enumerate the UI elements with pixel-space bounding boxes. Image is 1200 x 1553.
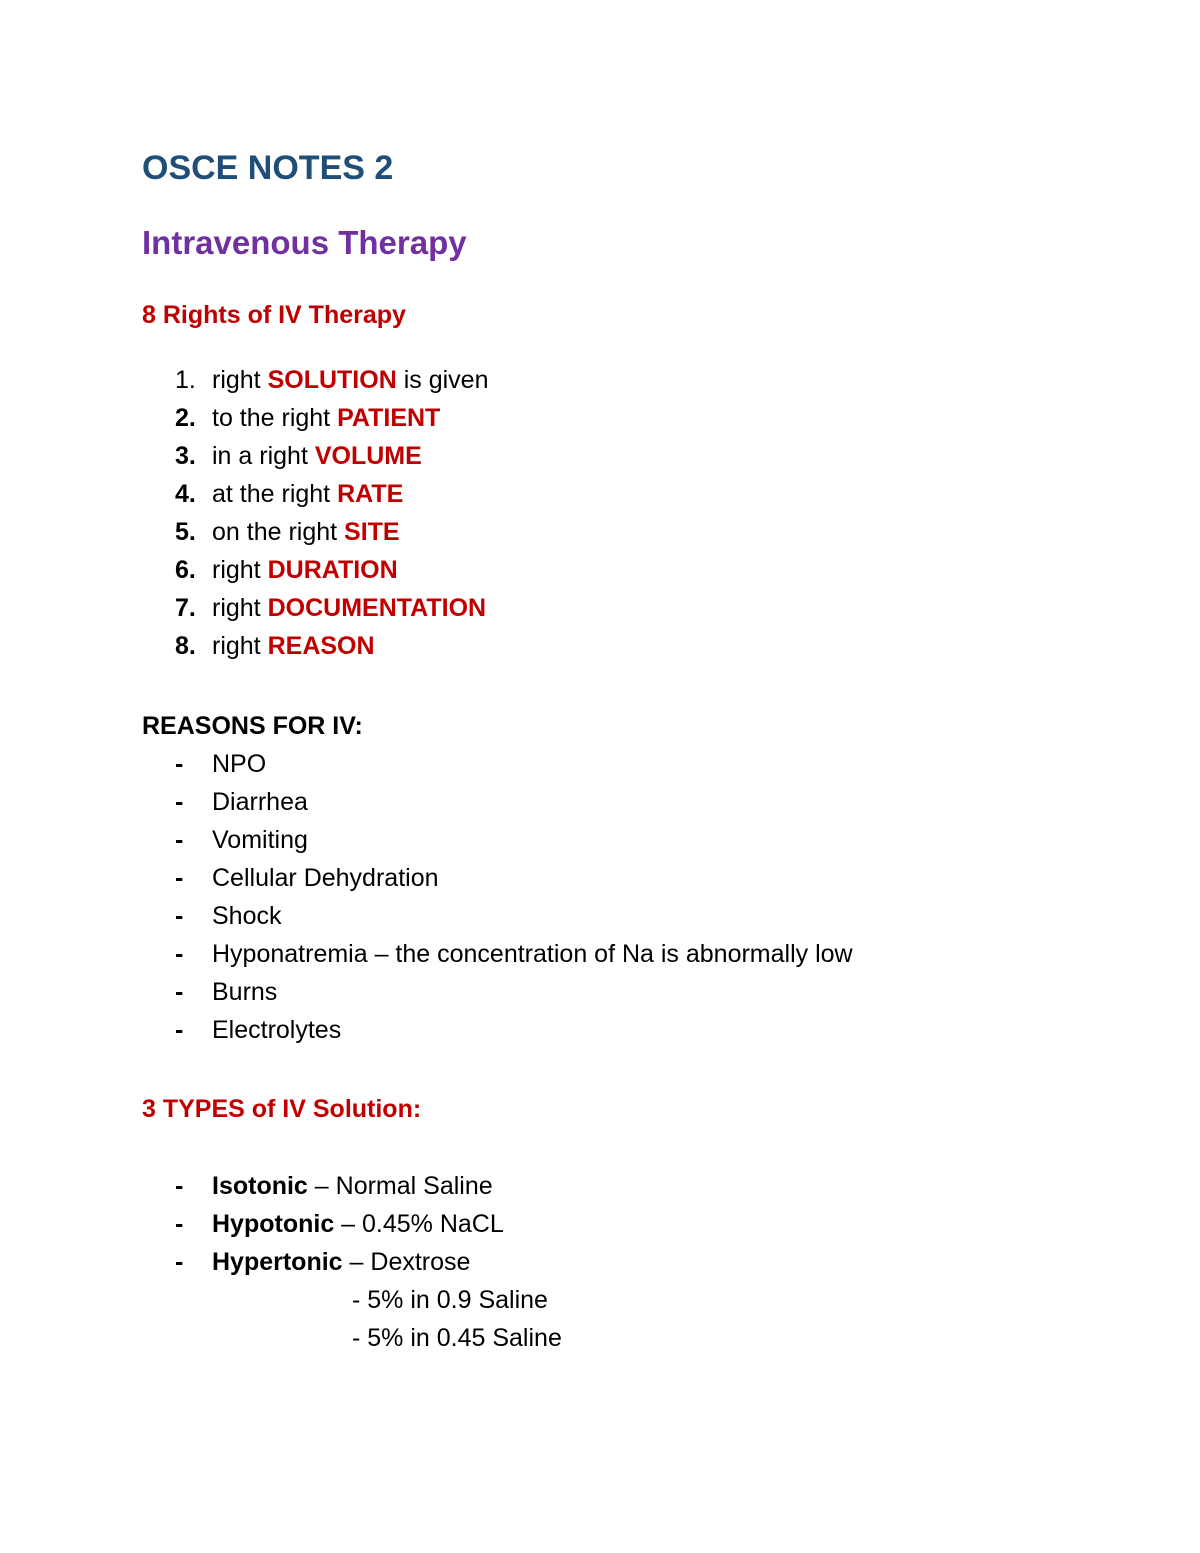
- type-text: [212, 1243, 470, 1281]
- type-description: – Normal Saline: [307, 1172, 493, 1200]
- list-item-text: [212, 437, 422, 475]
- type-term: Isotonic: [212, 1172, 308, 1200]
- bullet-dash: -: [175, 978, 184, 1006]
- item-keyword: SITE: [344, 518, 400, 546]
- item-keyword: DURATION: [267, 556, 398, 584]
- type-term: Hypertonic: [212, 1248, 343, 1276]
- reason-text: Electrolytes: [212, 1016, 342, 1044]
- list-item-text: [212, 589, 486, 627]
- item-prefix: right: [212, 632, 268, 660]
- item-prefix: right: [212, 556, 268, 584]
- type-description: – 0.45% NaCL: [334, 1210, 504, 1238]
- bullet-dash: -: [175, 902, 184, 930]
- item-prefix: to the right: [212, 404, 338, 432]
- reason-text: Vomiting: [212, 826, 308, 854]
- reasons-heading: REASONS FOR IV:: [142, 712, 363, 740]
- type-text: [212, 1205, 504, 1243]
- list-number: 3.: [175, 442, 196, 470]
- type-term: Hypotonic: [212, 1210, 335, 1238]
- bullet-dash: -: [175, 826, 184, 854]
- reason-text: NPO: [212, 750, 267, 778]
- bullet-dash: -: [175, 1016, 184, 1044]
- item-prefix: in a right: [212, 442, 315, 470]
- list-item-text: [212, 475, 403, 513]
- list-number: 7.: [175, 594, 196, 622]
- bullet-dash: -: [175, 1248, 184, 1276]
- page-title: OSCE NOTES 2: [142, 149, 394, 187]
- list-item-text: [212, 513, 400, 551]
- bullet-dash: -: [175, 864, 184, 892]
- type-description: – Dextrose: [342, 1248, 471, 1276]
- bullet-dash: -: [175, 940, 184, 968]
- list-item-text: [212, 551, 398, 589]
- types-heading: 3 TYPES of IV Solution:: [142, 1095, 422, 1123]
- bullet-dash: -: [175, 788, 184, 816]
- item-keyword: DOCUMENTATION: [267, 594, 487, 622]
- item-keyword: PATIENT: [337, 404, 441, 432]
- bullet-dash: -: [175, 1210, 184, 1238]
- item-keyword: SOLUTION: [267, 366, 397, 394]
- rights-heading: 8 Rights of IV Therapy: [142, 301, 406, 329]
- reason-text: Hyponatremia – the concentration of Na is abnormally low: [212, 940, 853, 968]
- list-item-text: [212, 399, 440, 437]
- reason-text: Shock: [212, 902, 282, 930]
- list-number: 1.: [175, 366, 196, 394]
- hypertonic-subitem: - 5% in 0.45 Saline: [352, 1324, 562, 1352]
- item-prefix: on the right: [212, 518, 345, 546]
- item-keyword: RATE: [337, 480, 404, 508]
- list-number: 4.: [175, 480, 196, 508]
- list-number: 2.: [175, 404, 196, 432]
- hypertonic-subitem: - 5% in 0.9 Saline: [352, 1286, 548, 1314]
- list-item-text: [212, 627, 375, 665]
- item-keyword: VOLUME: [314, 442, 422, 470]
- list-item-text: [212, 361, 488, 399]
- section-title: Intravenous Therapy: [142, 224, 467, 261]
- reason-text: Cellular Dehydration: [212, 864, 439, 892]
- item-suffix: is given: [396, 366, 489, 394]
- item-prefix: right: [212, 594, 268, 622]
- reason-text: Diarrhea: [212, 788, 308, 816]
- list-number: 6.: [175, 556, 196, 584]
- bullet-dash: -: [175, 1172, 184, 1200]
- list-number: 8.: [175, 632, 196, 660]
- item-prefix: at the right: [212, 480, 338, 508]
- bullet-dash: -: [175, 750, 184, 778]
- list-number: 5.: [175, 518, 196, 546]
- type-text: [212, 1167, 493, 1205]
- item-prefix: right: [212, 366, 268, 394]
- item-keyword: REASON: [267, 632, 375, 660]
- reason-text: Burns: [212, 978, 278, 1006]
